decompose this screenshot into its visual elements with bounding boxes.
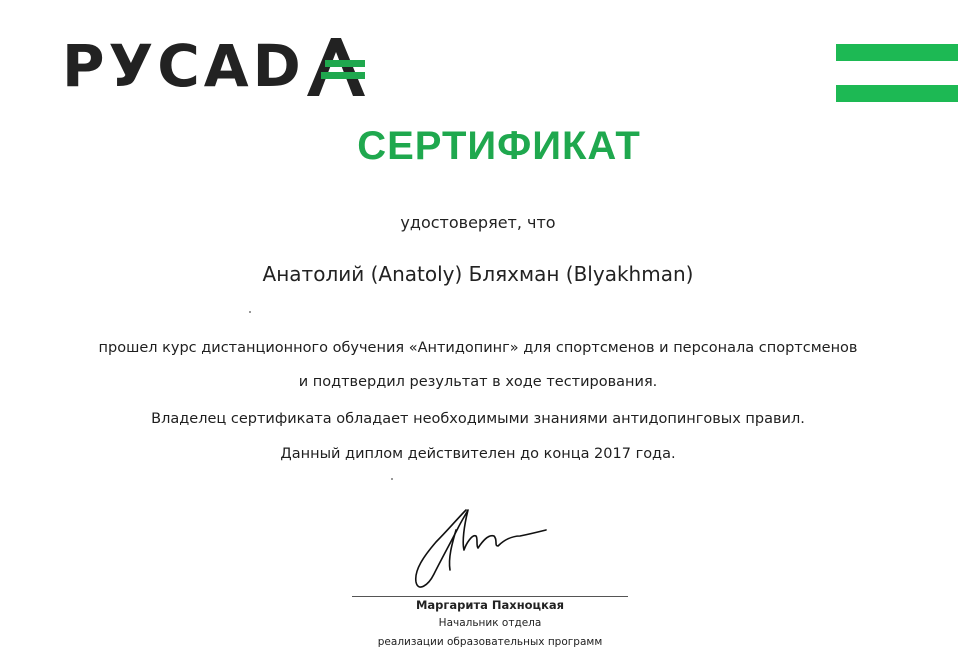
recipient-name: Анатолий (Anatoly) Бляхман (Blyakhman): [262, 262, 694, 286]
rusada-logo: [62, 34, 365, 98]
body-line-confirmation: и подтвердил результат в ходе тестирования.: [298, 374, 658, 390]
speck-mark: [249, 311, 251, 313]
body-line-validity: Данный диплом действителен до конца 2017 года.: [280, 446, 676, 462]
signer-position-line2: реализации образовательных программ: [377, 636, 603, 648]
handwritten-signature-icon: [408, 500, 553, 596]
rusada-a-icon: [307, 34, 365, 98]
signer-position-line1: Начальник отдела: [438, 617, 542, 629]
certificate-title: СЕРТИФИКАТ: [357, 124, 641, 168]
speck-mark: [391, 478, 393, 480]
signature-line: [352, 596, 628, 597]
flag-stripe-top: [836, 44, 958, 61]
logo-text: РУСАD: [62, 32, 305, 100]
body-line-knowledge: Владелец сертификата обладает необходимыми знаниями антидопинговых правил.: [151, 411, 805, 427]
certifies-text: удостоверяет, что: [400, 213, 556, 232]
signer-name: Маргарита Пахноцкая: [415, 598, 565, 612]
green-stripes-icon: [836, 44, 958, 102]
flag-stripe-bottom: [836, 85, 958, 102]
body-line-course: прошел курс дистанционного обучения «Антидопинг» для спортсменов и персонала спортсменов: [98, 340, 858, 356]
